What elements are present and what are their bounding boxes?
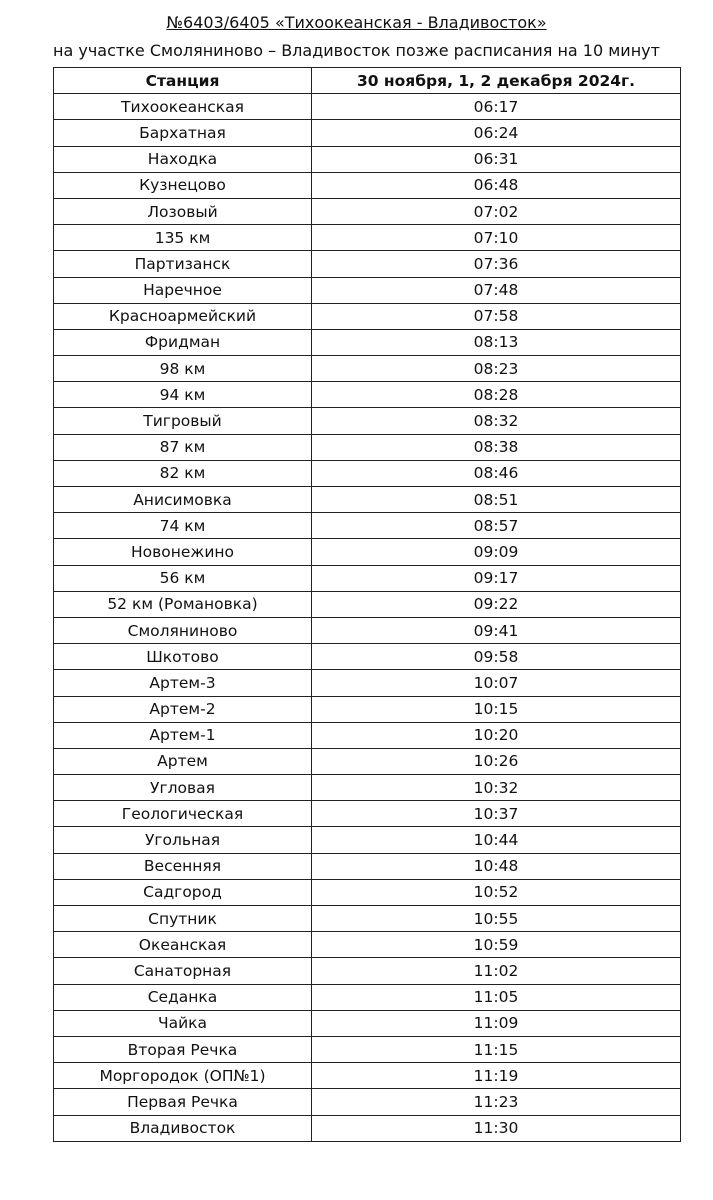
table-row: [54, 1010, 681, 1036]
time-cell: 07:48: [312, 277, 681, 303]
time-cell: 08:57: [312, 513, 681, 539]
table-row: [54, 644, 681, 670]
station-cell: 82 км: [54, 460, 312, 486]
time-cell: 08:38: [312, 434, 681, 460]
table-row: [54, 94, 681, 120]
document-subtitle: на участке Смоляниново – Владивосток позже расписания на 10 минут: [53, 41, 660, 60]
station-cell: Анисимовка: [54, 487, 312, 513]
table-row: [54, 932, 681, 958]
time-cell: 08:46: [312, 460, 681, 486]
table-row: [54, 827, 681, 853]
station-cell: Седанка: [54, 984, 312, 1010]
time-cell: 09:58: [312, 644, 681, 670]
time-cell: 10:37: [312, 801, 681, 827]
time-cell: 10:52: [312, 879, 681, 905]
column-header-time: 30 ноября, 1, 2 декабря 2024г.: [312, 68, 681, 94]
time-cell: 10:55: [312, 906, 681, 932]
table-row: [54, 251, 681, 277]
station-cell: Первая Речка: [54, 1089, 312, 1115]
station-cell: 135 км: [54, 225, 312, 251]
time-cell: 08:13: [312, 329, 681, 355]
station-cell: 56 км: [54, 565, 312, 591]
station-cell: Наречное: [54, 277, 312, 303]
time-cell: 07:36: [312, 251, 681, 277]
station-cell: 74 км: [54, 513, 312, 539]
station-cell: Партизанск: [54, 251, 312, 277]
table-row: [54, 1089, 681, 1115]
table-row: [54, 696, 681, 722]
station-cell: Смоляниново: [54, 617, 312, 643]
time-cell: 09:09: [312, 539, 681, 565]
table-row: [54, 539, 681, 565]
station-cell: Владивосток: [54, 1115, 312, 1141]
column-header-station: Станция: [54, 68, 312, 94]
station-cell: Угловая: [54, 775, 312, 801]
time-cell: 11:09: [312, 1010, 681, 1036]
time-cell: 08:28: [312, 382, 681, 408]
table-row: [54, 172, 681, 198]
time-cell: 10:44: [312, 827, 681, 853]
station-cell: Тигровый: [54, 408, 312, 434]
station-cell: Находка: [54, 146, 312, 172]
time-cell: 10:15: [312, 696, 681, 722]
time-cell: 07:58: [312, 303, 681, 329]
table-row: [54, 1036, 681, 1062]
table-row: [54, 670, 681, 696]
time-cell: 10:59: [312, 932, 681, 958]
table-row: [54, 382, 681, 408]
time-cell: 10:07: [312, 670, 681, 696]
time-cell: 11:02: [312, 958, 681, 984]
station-cell: Океанская: [54, 932, 312, 958]
station-cell: 98 км: [54, 356, 312, 382]
time-cell: 10:32: [312, 775, 681, 801]
table-row: [54, 722, 681, 748]
document-title: №6403/6405 «Тихоокеанская - Владивосток»: [166, 13, 547, 32]
station-cell: Фридман: [54, 329, 312, 355]
station-cell: Вторая Речка: [54, 1036, 312, 1062]
time-cell: 06:24: [312, 120, 681, 146]
time-cell: 11:23: [312, 1089, 681, 1115]
time-cell: 06:48: [312, 172, 681, 198]
station-cell: Чайка: [54, 1010, 312, 1036]
time-cell: 11:15: [312, 1036, 681, 1062]
time-cell: 07:10: [312, 225, 681, 251]
station-cell: 87 км: [54, 434, 312, 460]
time-cell: 09:17: [312, 565, 681, 591]
table-row: [54, 198, 681, 224]
station-cell: Новонежино: [54, 539, 312, 565]
station-cell: 94 км: [54, 382, 312, 408]
table-row: [54, 617, 681, 643]
table-row: [54, 487, 681, 513]
time-cell: 11:05: [312, 984, 681, 1010]
table-row: [54, 748, 681, 774]
table-row: [54, 303, 681, 329]
station-cell: Тихоокеанская: [54, 94, 312, 120]
station-cell: Артем-3: [54, 670, 312, 696]
table-row: [54, 120, 681, 146]
header-row: [54, 68, 681, 94]
schedule-body: [54, 94, 681, 1142]
time-cell: 08:51: [312, 487, 681, 513]
station-cell: Моргородок (ОП№1): [54, 1063, 312, 1089]
station-cell: Артем-2: [54, 696, 312, 722]
time-cell: 06:31: [312, 146, 681, 172]
table-row: [54, 434, 681, 460]
table-row: [54, 879, 681, 905]
table-row: [54, 984, 681, 1010]
table-row: [54, 460, 681, 486]
station-cell: Шкотово: [54, 644, 312, 670]
time-cell: 09:22: [312, 591, 681, 617]
time-cell: 11:30: [312, 1115, 681, 1141]
table-row: [54, 801, 681, 827]
time-cell: 08:32: [312, 408, 681, 434]
station-cell: Садгород: [54, 879, 312, 905]
time-cell: 09:41: [312, 617, 681, 643]
table-row: [54, 225, 681, 251]
time-cell: 10:26: [312, 748, 681, 774]
time-cell: 07:02: [312, 198, 681, 224]
table-row: [54, 1115, 681, 1141]
schedule-table: [53, 67, 681, 1142]
time-cell: 10:20: [312, 722, 681, 748]
table-row: [54, 146, 681, 172]
table-row: [54, 958, 681, 984]
station-cell: Санаторная: [54, 958, 312, 984]
station-cell: Артем: [54, 748, 312, 774]
station-cell: 52 км (Романовка): [54, 591, 312, 617]
time-cell: 06:17: [312, 94, 681, 120]
time-cell: 08:23: [312, 356, 681, 382]
table-row: [54, 408, 681, 434]
table-row: [54, 1063, 681, 1089]
time-cell: 10:48: [312, 853, 681, 879]
station-cell: Красноармейский: [54, 303, 312, 329]
station-cell: Лозовый: [54, 198, 312, 224]
station-cell: Бархатная: [54, 120, 312, 146]
table-row: [54, 853, 681, 879]
station-cell: Спутник: [54, 906, 312, 932]
table-row: [54, 775, 681, 801]
table-row: [54, 565, 681, 591]
station-cell: Весенняя: [54, 853, 312, 879]
station-cell: Артем-1: [54, 722, 312, 748]
time-cell: 11:19: [312, 1063, 681, 1089]
table-row: [54, 591, 681, 617]
station-cell: Кузнецово: [54, 172, 312, 198]
station-cell: Геологическая: [54, 801, 312, 827]
table-row: [54, 906, 681, 932]
table-row: [54, 356, 681, 382]
table-row: [54, 277, 681, 303]
table-row: [54, 513, 681, 539]
table-row: [54, 329, 681, 355]
station-cell: Угольная: [54, 827, 312, 853]
